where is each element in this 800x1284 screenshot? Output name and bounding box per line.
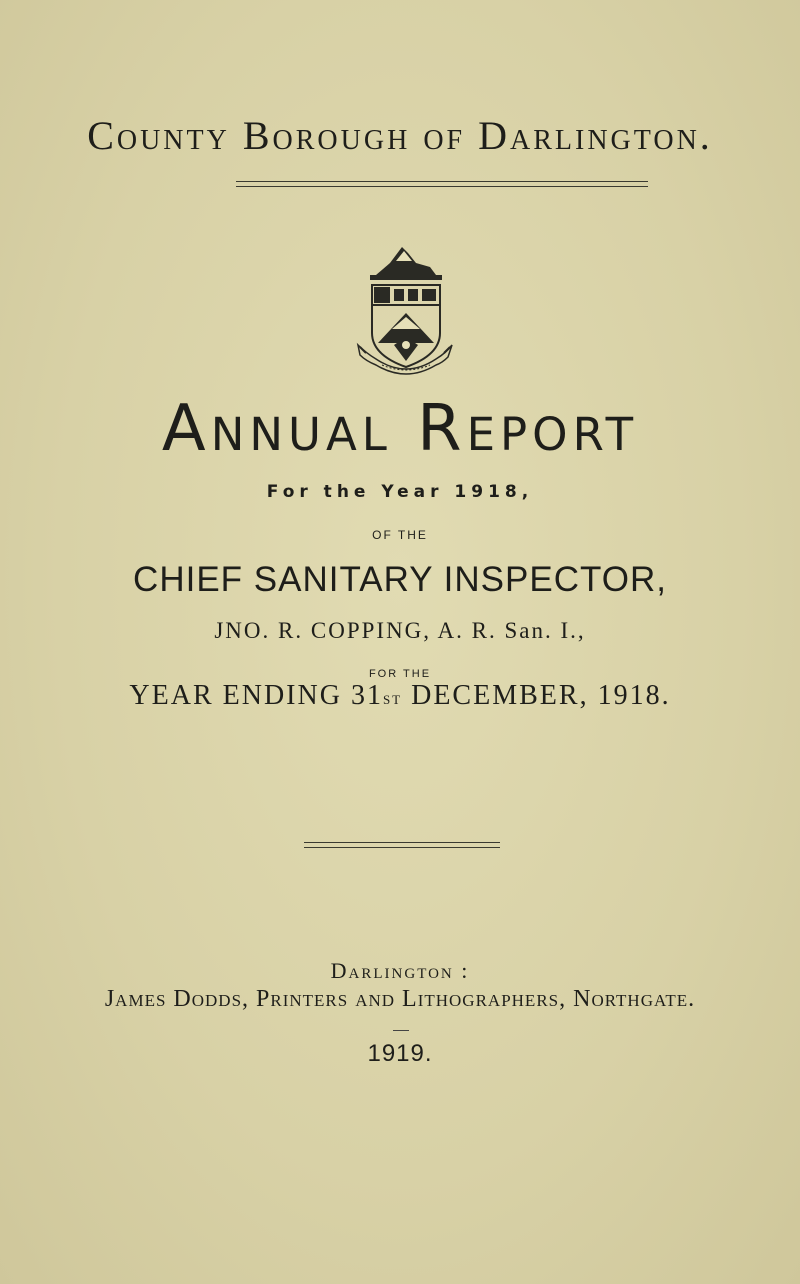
period-prefix: YEAR ENDING 31 bbox=[129, 680, 383, 711]
report-year-line: For the Year 1918, bbox=[266, 482, 534, 502]
period-line bbox=[0, 680, 800, 712]
period-suffix: st bbox=[382, 688, 403, 708]
for-the-line: FOR THE bbox=[368, 668, 432, 680]
imprint-printers: James Dodds, Printers and Lithographers, Northgate. bbox=[104, 986, 696, 1012]
imprint-dash bbox=[393, 1030, 409, 1031]
bottom-double-rule bbox=[304, 842, 500, 848]
of-the-line: OF THE bbox=[372, 528, 428, 542]
period-rest: DECEMBER, 1918. bbox=[402, 680, 671, 711]
office-title: CHIEF SANITARY INSPECTOR, bbox=[133, 560, 667, 599]
imprint-year: 1919. bbox=[367, 1040, 433, 1067]
author-name: JNO. R. COPPING, A. R. San. I., bbox=[214, 618, 586, 643]
report-title: Annual Report bbox=[161, 392, 639, 466]
imprint-place: Darlington : bbox=[330, 958, 470, 983]
borough-heading: County Borough of Darlington. bbox=[87, 113, 713, 158]
coat-of-arms-icon bbox=[356, 233, 454, 381]
top-double-rule bbox=[236, 181, 648, 187]
